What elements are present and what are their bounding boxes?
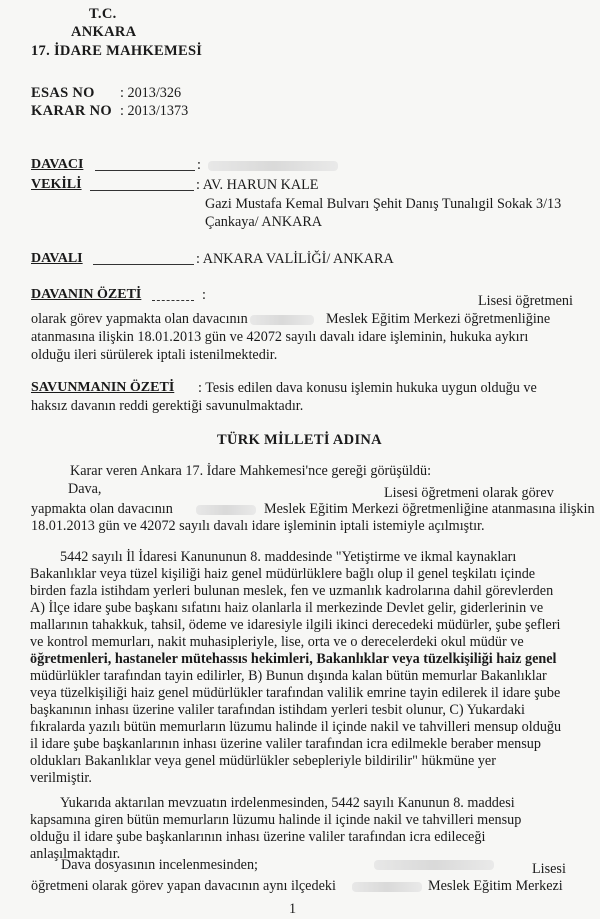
verdict-title: TÜRK MİLLETİ ADINA <box>217 432 382 448</box>
defense-label: SAVUNMANIN ÖZETİ <box>31 380 175 395</box>
davali-value: : ANKARA VALİLİĞİ/ ANKARA <box>196 251 394 267</box>
body-p3-line: anlaşılmaktadır. <box>30 846 121 862</box>
davali-label: DAVALI <box>31 251 83 266</box>
davali-underline <box>93 264 194 265</box>
body-p2-line: fıkralarda yazılı bütün memurların lüzumu halinde il içinde nakil ve tahvilleri mensup olduğu <box>30 719 562 735</box>
summary-label: DAVANIN ÖZETİ <box>31 287 142 302</box>
vekili-value: : AV. HARUN KALE <box>196 177 319 193</box>
body-p2-line: müdürlükler tarafından tayin edilirler, B) Bunun dışında kalan bütün memurlar Bakanlıklar <box>30 668 547 684</box>
header-court: 17. İDARE MAHKEMESİ <box>31 43 203 59</box>
body-p2-line: mallarının tahakkuk, tahsil, ödeme ve idaresiyle ilgili ikinci derecedeki müdürler, şube şefleri <box>30 617 561 633</box>
karar-label: KARAR NO <box>31 103 112 119</box>
body-p4-line-1b: Lisesi <box>532 861 566 877</box>
body-p3-line: kapsamına giren bütün memurların lüzumu halinde il içinde nakil ve tahvilleri mensup <box>30 812 522 828</box>
summary-line-2a: olarak görev yapmakta olan davacının <box>31 311 248 327</box>
body-p2-line: öğretmenleri, hastaneler mütehassıs hekimleri, Bakanlıklar veya tüzelkişiliği haiz genel <box>30 651 557 667</box>
davaci-label: DAVACI <box>31 157 84 172</box>
esas-label: ESAS NO <box>31 85 95 101</box>
defense-line-2: haksız davanın reddi gerektiği savunulmaktadır. <box>31 398 304 414</box>
body-p2-line: oldukları Bakanlıklar veya genel müdürlükler sebepleriyle bildirilir" hükmüne yer <box>30 753 496 769</box>
redacted-school-2 <box>196 505 256 515</box>
body-p2-line: il idare şube başkanlarının inhası üzerine valiler tarafından icra edilmekle beraber mensup <box>30 736 541 752</box>
body-p2-line: birden fazla istihdam yerleri bulunan meslek, fen ve uzmanlık kadrolarına dahil görevlerden <box>30 583 554 599</box>
vekili-underline <box>90 190 194 191</box>
body-p2-line: ve kontrol memurları, nakit muhasipleriyle, lise, orta ve o derecelerdeki okul müdür ve <box>30 634 524 650</box>
summary-colon: : <box>202 287 206 303</box>
body-p1-line-2a: yapmakta olan davacının <box>31 501 173 517</box>
defense-line-1: : Tesis edilen dava konusu işlemin hukuka uygun olduğu ve <box>198 380 537 396</box>
body-p1-line-3: 18.01.2013 gün ve 42072 sayılı davalı idare işleminin iptali istemiyle açılmıştır. <box>31 518 485 534</box>
redacted-school-4 <box>352 882 422 892</box>
summary-line-4: olduğu ileri sürülerek iptali istenilmektedir. <box>31 347 278 363</box>
body-p3-line: olduğu il idare şube başkanlarının inhası üzerine valiler tarafından icra edileceği <box>30 829 486 845</box>
body-p4-line-1a: Dava dosyasının incelenmesinden; <box>61 857 258 873</box>
davaci-underline <box>95 170 195 171</box>
header-tc: T.C. <box>89 6 117 22</box>
summary-underline <box>152 300 194 301</box>
body-p3-line: Yukarıda aktarılan mevzuatın irdelenmesinden, 5442 sayılı Kanunun 8. maddesi <box>60 795 515 811</box>
vekili-label: VEKİLİ <box>31 177 82 192</box>
redacted-school-3 <box>374 860 494 870</box>
body-p1-line-1a: Dava, <box>68 481 102 497</box>
body-p1-line-1b: Lisesi öğretmeni olarak görev <box>384 485 554 501</box>
header-city: ANKARA <box>71 24 137 40</box>
body-p1-line-2b: Meslek Eğitim Merkezi öğretmenliğine atanmasına ilişkin <box>264 501 595 517</box>
vekili-address-1: Gazi Mustafa Kemal Bulvarı Şehit Danış Tunalıgil Sokak 3/13 <box>205 196 562 212</box>
body-p2-line: A) İlçe idare şube başkanı sıfatını haiz olanlarla il merkezinde Devlet gelir, giderlerinin ve <box>30 600 544 616</box>
body-p2-line: verilmiştir. <box>30 770 92 786</box>
body-p4-line-2b: Meslek Eğitim Merkezi <box>428 878 563 894</box>
esas-value: : 2013/326 <box>120 85 182 101</box>
body-p2-line: 5442 sayılı İl İdaresi Kanununun 8. maddesinde "Yetiştirme ve ikmal kaynakları <box>60 549 517 565</box>
vekili-address-2: Çankaya/ ANKARA <box>205 214 323 230</box>
body-p2-line: veya tüzelkişiliği haiz genel müdürlükler tarafından valilik emrine tayin edilerek il idare şube <box>30 685 561 701</box>
summary-line-1-end: Lisesi öğretmeni <box>478 293 573 309</box>
body-p4-line-2a: öğretmeni olarak görev yapan davacının aynı ilçedeki <box>31 878 336 894</box>
summary-line-3: atanmasına ilişkin 18.01.2013 gün ve 42072 sayılı davalı idare işleminin, hukuka aykırı <box>31 329 529 345</box>
summary-line-2b: Meslek Eğitim Merkezi öğretmenliğine <box>326 311 551 327</box>
redacted-name <box>208 161 338 171</box>
body-p2-line: başkanının inhası üzerine valiler tarafından istihdam yerleri tesbit olunur, C) Yukardaki <box>30 702 525 718</box>
body-p2-line: Bakanlıklar veya tüzel kişiliği haiz genel müdürlüklere bağlı olup il genel teşkilatı içinde <box>30 566 536 582</box>
redacted-school <box>250 315 314 325</box>
davaci-colon: : <box>197 157 201 173</box>
karar-value: : 2013/1373 <box>120 103 189 119</box>
page-number: 1 <box>289 901 297 917</box>
body-intro: Karar veren Ankara 17. İdare Mahkemesi'nce gereği görüşüldü: <box>70 463 432 479</box>
